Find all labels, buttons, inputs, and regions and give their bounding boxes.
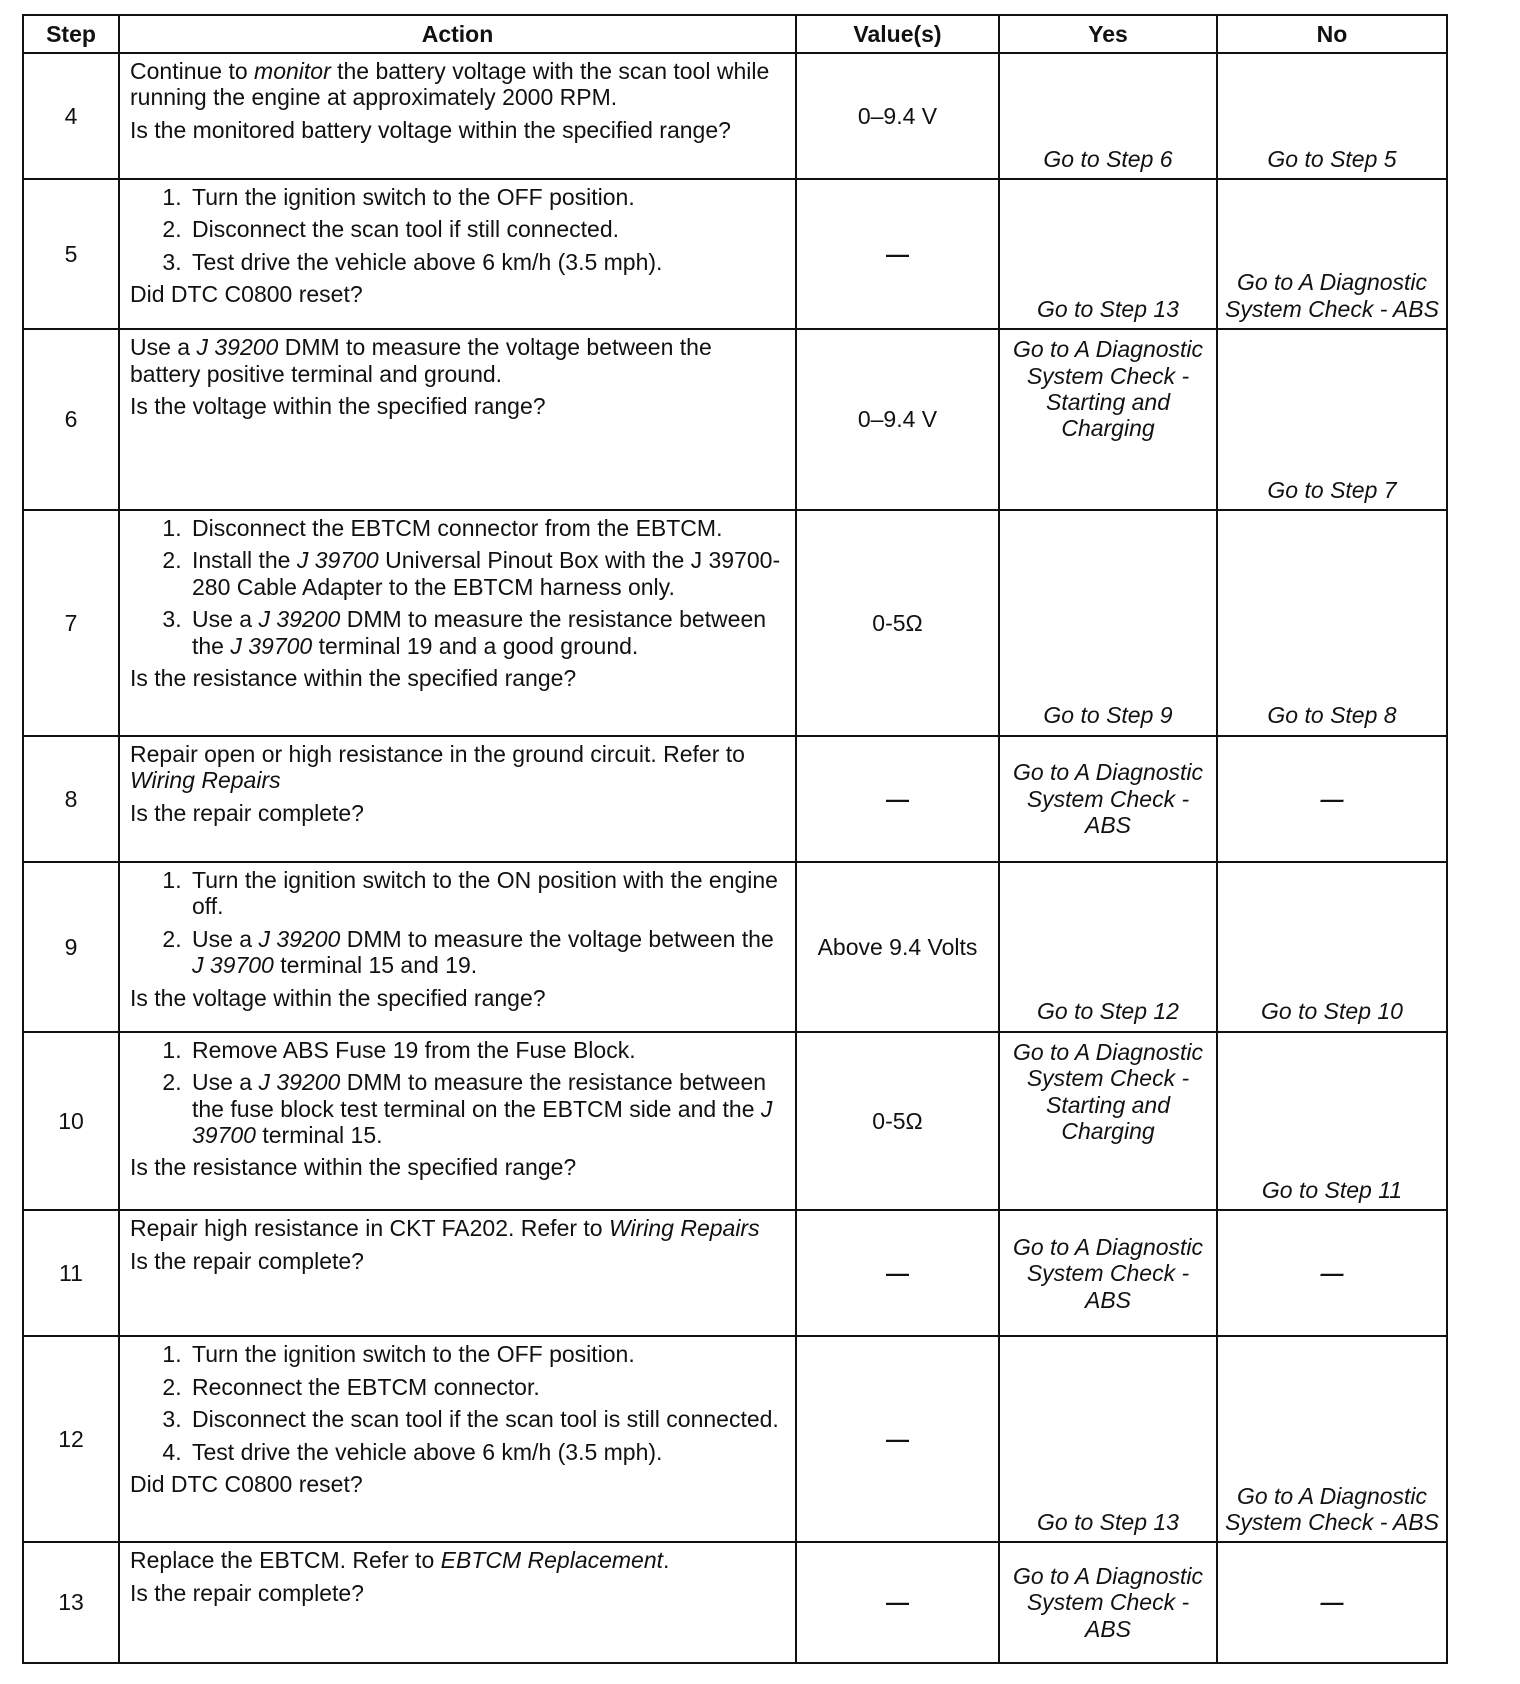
value-cell: —	[796, 179, 999, 329]
step-number: 5	[23, 179, 119, 329]
no-cell: Go to Step 5	[1217, 53, 1447, 179]
step-number: 10	[23, 1032, 119, 1211]
table-row	[23, 329, 1447, 510]
diagnostic-table	[22, 14, 1448, 1664]
value-cell: 0–9.4 V	[796, 53, 999, 179]
step-number: 7	[23, 510, 119, 736]
action-text: terminal 15.	[255, 1121, 383, 1148]
action-text: DMM to measure the resistance between the	[192, 606, 767, 659]
action-text: Is the voltage within the specified range?	[130, 393, 546, 420]
action-step-item	[188, 1406, 787, 1432]
action-paragraph	[130, 1215, 787, 1241]
yes-cell: Go to A Diagnostic System Check - ABS	[999, 1210, 1217, 1336]
value-cell: Above 9.4 Volts	[796, 862, 999, 1032]
action-text: Test drive the vehicle above 6 km/h (3.5 mph).	[192, 248, 663, 275]
action-paragraph	[130, 1580, 787, 1606]
action-step-item	[188, 606, 787, 659]
action-paragraph	[130, 741, 787, 794]
table-body	[23, 53, 1447, 1663]
step-number: 13	[23, 1542, 119, 1663]
reference-text: Wiring Repairs	[608, 1215, 760, 1242]
step-number: 6	[23, 329, 119, 510]
action-step-item	[188, 926, 787, 979]
action-cell	[119, 329, 796, 510]
header-no: No	[1217, 15, 1447, 53]
yes-cell: Go to A Diagnostic System Check - ABS	[999, 736, 1217, 862]
value-cell: —	[796, 736, 999, 862]
no-cell: Go to Step 8	[1217, 510, 1447, 736]
no-cell: —	[1217, 1210, 1447, 1336]
action-paragraph	[130, 985, 787, 1011]
action-text: terminal 19 and a good ground.	[312, 632, 639, 659]
no-cell: Go to Step 10	[1217, 862, 1447, 1032]
action-text: Reconnect the EBTCM connector.	[192, 1373, 540, 1400]
action-paragraph	[130, 393, 787, 419]
action-step-item	[188, 1374, 787, 1400]
action-step-item	[188, 515, 787, 541]
reference-text: J 39700	[192, 952, 274, 979]
action-step-item	[188, 184, 787, 210]
action-paragraph	[130, 800, 787, 826]
action-text: Is the repair complete?	[130, 799, 364, 826]
action-text: Is the repair complete?	[130, 1247, 364, 1274]
reference-text: J 39700	[296, 547, 379, 574]
action-text: DMM to measure the voltage between the	[340, 925, 774, 952]
action-text: Is the monitored battery voltage within the specified range?	[130, 116, 731, 143]
action-step-item	[188, 216, 787, 242]
action-text: Use a	[192, 925, 259, 952]
reference-text: J 39700	[230, 632, 313, 659]
action-cell	[119, 53, 796, 179]
action-text: Repair high resistance in CKT FA202. Refer to	[130, 1215, 609, 1242]
step-number: 4	[23, 53, 119, 179]
no-cell: Go to A Diagnostic System Check - ABS	[1217, 1336, 1447, 1542]
table-row	[23, 1032, 1447, 1211]
action-text: Use a	[130, 334, 197, 361]
action-cell	[119, 510, 796, 736]
action-step-item	[188, 1341, 787, 1367]
step-number: 11	[23, 1210, 119, 1336]
action-text: Turn the ignition switch to the OFF position.	[192, 184, 635, 211]
action-text: Did DTC C0800 reset?	[130, 281, 363, 308]
action-paragraph	[130, 1471, 787, 1497]
action-step-item	[188, 1037, 787, 1063]
yes-cell: Go to Step 12	[999, 862, 1217, 1032]
action-step-item	[188, 547, 787, 600]
value-cell: 0-5Ω	[796, 510, 999, 736]
action-step-item	[188, 867, 787, 920]
action-paragraph	[130, 1154, 787, 1180]
no-cell: —	[1217, 736, 1447, 862]
action-text: Disconnect the scan tool if the scan tool is still connected.	[192, 1406, 779, 1433]
action-text: Replace the EBTCM. Refer to	[130, 1547, 441, 1574]
no-cell: Go to Step 11	[1217, 1032, 1447, 1211]
header-row	[23, 15, 1447, 53]
no-cell: —	[1217, 1542, 1447, 1663]
action-cell	[119, 1542, 796, 1663]
action-text: terminal 15 and 19.	[273, 952, 478, 979]
table-row	[23, 53, 1447, 179]
value-cell: —	[796, 1336, 999, 1542]
action-text: the battery voltage with the scan tool while running the engine at approximately 2000 RPM.	[130, 58, 770, 111]
table-row	[23, 862, 1447, 1032]
table-row	[23, 510, 1447, 736]
yes-cell: Go to Step 6	[999, 53, 1217, 179]
step-number: 8	[23, 736, 119, 862]
table-header	[23, 15, 1447, 53]
action-steps-list	[130, 184, 787, 275]
action-paragraph	[130, 1547, 787, 1573]
action-text: .	[663, 1547, 670, 1574]
action-text: Install the	[192, 547, 297, 574]
action-text: Disconnect the scan tool if still connected.	[192, 216, 620, 243]
no-cell: Go to A Diagnostic System Check - ABS	[1217, 179, 1447, 329]
step-number: 12	[23, 1336, 119, 1542]
reference-text: monitor	[254, 58, 331, 84]
action-text: Is the voltage within the specified range?	[130, 984, 546, 1011]
action-text: DMM to measure the voltage between the battery positive terminal and ground.	[130, 334, 712, 387]
table-row	[23, 179, 1447, 329]
yes-cell: Go to A Diagnostic System Check - Starting and Charging	[999, 329, 1217, 510]
action-text: Continue to	[130, 58, 255, 84]
action-cell	[119, 736, 796, 862]
reference-text: J 39700	[192, 1095, 773, 1148]
action-text: Use a	[192, 1069, 259, 1096]
reference-text: J 39200	[258, 606, 341, 633]
action-cell	[119, 862, 796, 1032]
action-paragraph	[130, 1248, 787, 1274]
action-cell	[119, 1032, 796, 1211]
reference-text: J 39200	[258, 1069, 341, 1096]
value-cell: 0-5Ω	[796, 1032, 999, 1211]
action-steps-list	[130, 1341, 787, 1465]
action-cell	[119, 179, 796, 329]
action-step-item	[188, 1069, 787, 1148]
action-paragraph	[130, 281, 787, 307]
action-text: Turn the ignition switch to the OFF position.	[192, 1341, 635, 1368]
value-cell: —	[796, 1542, 999, 1663]
action-paragraph	[130, 58, 787, 111]
action-text: Turn the ignition switch to the ON position with the engine off.	[192, 866, 778, 920]
yes-cell: Go to Step 9	[999, 510, 1217, 736]
action-text: Remove ABS Fuse 19 from the Fuse Block.	[192, 1036, 636, 1063]
action-text: Is the resistance within the specified range?	[130, 665, 577, 692]
yes-cell: Go to Step 13	[999, 1336, 1217, 1542]
step-number: 9	[23, 862, 119, 1032]
action-text: Repair open or high resistance in the ground circuit. Refer to	[130, 740, 745, 767]
yes-cell: Go to A Diagnostic System Check - Starting and Charging	[999, 1032, 1217, 1211]
header-yes: Yes	[999, 15, 1217, 53]
reference-text: J 39200	[196, 334, 279, 361]
action-text: Test drive the vehicle above 6 km/h (3.5 mph).	[192, 1438, 663, 1465]
action-steps-list	[130, 867, 787, 979]
action-step-item	[188, 249, 787, 275]
value-cell: —	[796, 1210, 999, 1336]
header-step: Step	[23, 15, 119, 53]
action-steps-list	[130, 515, 787, 659]
action-paragraph	[130, 334, 787, 387]
table-row	[23, 1542, 1447, 1663]
header-values: Value(s)	[796, 15, 999, 53]
yes-cell: Go to Step 13	[999, 179, 1217, 329]
table-row	[23, 736, 1447, 862]
action-text: Disconnect the EBTCM connector from the EBTCM.	[192, 515, 723, 541]
header-action: Action	[119, 15, 796, 53]
table-row	[23, 1210, 1447, 1336]
reference-text: J 39200	[258, 925, 341, 952]
action-step-item	[188, 1439, 787, 1465]
action-text: Use a	[192, 606, 259, 633]
action-paragraph	[130, 117, 787, 143]
value-cell: 0–9.4 V	[796, 329, 999, 510]
action-text: Is the resistance within the specified range?	[130, 1154, 577, 1181]
yes-cell: Go to A Diagnostic System Check - ABS	[999, 1542, 1217, 1663]
table-row	[23, 1336, 1447, 1542]
action-text: Did DTC C0800 reset?	[130, 1471, 363, 1498]
action-cell	[119, 1336, 796, 1542]
no-cell: Go to Step 7	[1217, 329, 1447, 510]
action-text: Is the repair complete?	[130, 1579, 364, 1606]
action-paragraph	[130, 665, 787, 691]
action-text: DMM to measure the resistance between the fuse block test terminal on the EBTCM side and the	[192, 1069, 767, 1122]
reference-text: EBTCM Replacement	[440, 1547, 664, 1574]
action-cell	[119, 1210, 796, 1336]
action-text: Universal Pinout Box with the J 39700-280 Cable Adapter to the EBTCM harness only.	[192, 547, 781, 600]
action-steps-list	[130, 1037, 787, 1149]
reference-text: Wiring Repairs	[130, 767, 281, 794]
